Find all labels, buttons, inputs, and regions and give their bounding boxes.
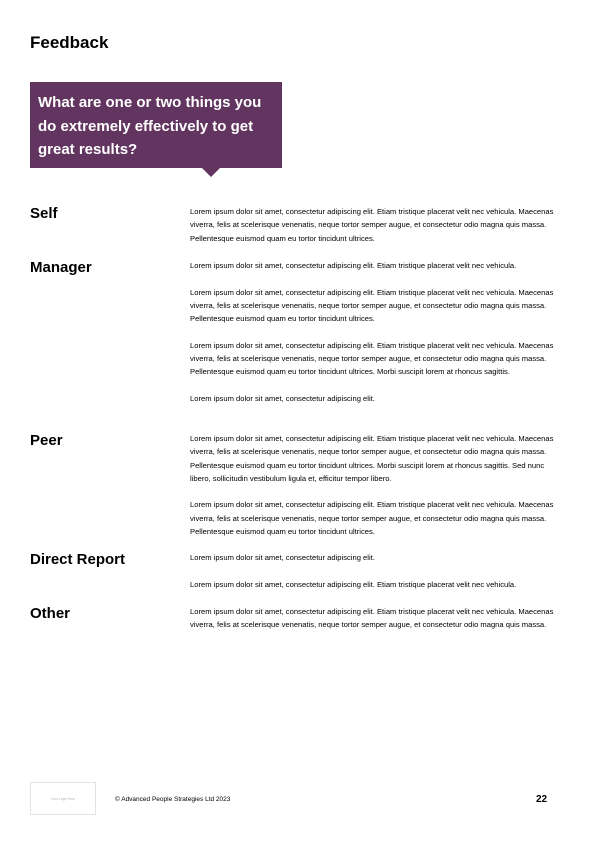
group-comments	[190, 605, 565, 645]
comment: Lorem ipsum dolor sit amet, consectetur adipiscing elit. Etiam tristique placerat velit nec vehicula.	[190, 261, 517, 270]
group-label: Peer	[30, 432, 63, 449]
page-title: Feedback	[30, 33, 109, 52]
comment: Lorem ipsum dolor sit amet, consectetur adipiscing elit. Etiam tristique placerat velit nec vehicula. Maecenas viverra, felis at scelerisque venenatis, neque tortor semper augue, et consectetur odio magna quis massa. Pellentesque euismod quam eu tortor tincidunt ultrices.	[190, 500, 554, 537]
question-text: What are one or two things you do extremely effectively to get great results?	[38, 94, 262, 158]
question-callout	[30, 82, 282, 168]
group-comments	[190, 432, 565, 552]
comment: Lorem ipsum dolor sit amet, consectetur adipiscing elit. Etiam tristique placerat velit nec vehicula. Maecenas viverra, felis at scelerisque venenatis, neque tortor semper augue, et consectetur odio magna quis massa. Pellentesque euismod quam eu tortor tincidunt ultrices. Morbi suscipit lorem at rhoncus sagittis. Sed nunc libero, sollicitudin vestibulum ligula et, efficitur tempor libero.	[190, 434, 554, 483]
comment: Lorem ipsum dolor sit amet, consectetur adipiscing elit. Etiam tristique placerat velit nec vehicula.	[190, 579, 517, 589]
comment: Lorem ipsum dolor sit amet, consectetur adipiscing elit.	[190, 553, 375, 562]
comment: Lorem ipsum dolor sit amet, consectetur adipiscing elit. Etiam tristique placerat velit nec vehicula. Maecenas viverra, felis at scelerisque venenatis, neque tortor semper augue, et consectetur odio magna quis massa. Pellentesque euismod quam eu tortor tincidunt ultrices.	[190, 207, 554, 243]
group-label: Direct Report	[30, 551, 126, 568]
group-label: Manager	[30, 259, 92, 276]
comment: Lorem ipsum dolor sit amet, consectetur adipiscing elit.	[190, 393, 375, 403]
group-comments	[190, 205, 565, 258]
comment: Lorem ipsum dolor sit amet, consectetur adipiscing elit. Etiam tristique placerat velit nec vehicula. Maecenas viverra, felis at scelerisque venenatis, neque tortor semper augue, et consectetur odio magna quis massa.	[190, 607, 554, 630]
logo-placeholder-text: Your Logo Here	[50, 796, 76, 801]
group-comments	[190, 551, 565, 604]
callout-pointer	[202, 168, 220, 177]
page-number: 22	[536, 794, 548, 805]
group-comments	[190, 259, 565, 419]
group-label: Other	[30, 605, 71, 622]
logo-placeholder	[30, 782, 96, 815]
comment: Lorem ipsum dolor sit amet, consectetur adipiscing elit. Etiam tristique placerat velit nec vehicula. Maecenas viverra, felis at scelerisque venenatis, neque tortor semper augue, et consectetur odio magna quis massa. Pellentesque euismod quam eu tortor tincidunt ultrices.	[190, 287, 554, 324]
comment: Lorem ipsum dolor sit amet, consectetur adipiscing elit. Etiam tristique placerat velit nec vehicula. Maecenas viverra, felis at scelerisque venenatis, neque tortor semper augue, et consectetur odio magna quis massa. Pellentesque euismod quam eu tortor tincidunt ultrices. Morbi suscipit lorem at rhoncus sagittis.	[190, 340, 554, 377]
footer-copyright: © Advanced People Strategies Ltd 2023	[115, 796, 231, 803]
group-label: Self	[30, 205, 58, 222]
